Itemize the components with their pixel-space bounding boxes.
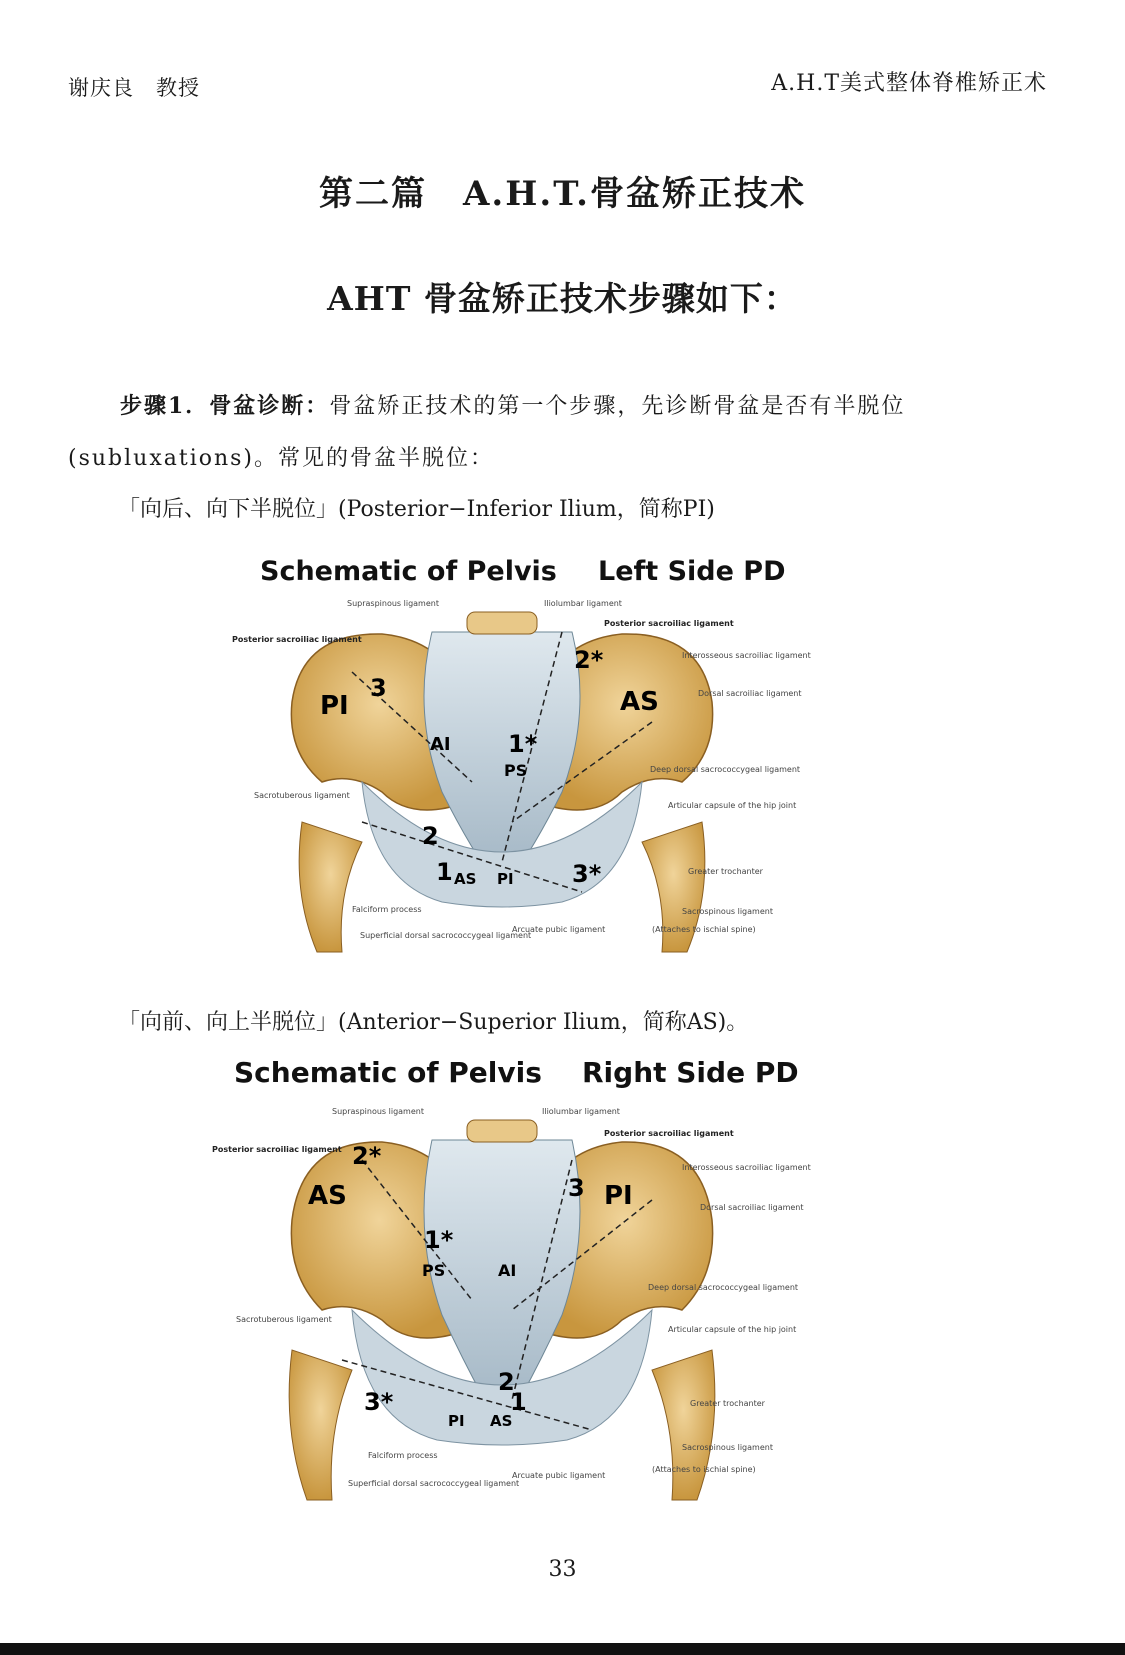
caption-as: 「向前、向上半脱位」(Anterior−Superior Ilium，简称AS)。: [118, 1010, 749, 1035]
fig1-label-ai: AI: [430, 734, 451, 755]
fig1-ann-dorsal: Dorsal sacroiliac ligament: [698, 689, 802, 698]
fig1-label-1star: 1*: [508, 730, 538, 758]
fig2-ann-supraspinous: Supraspinous ligament: [332, 1107, 424, 1116]
fig2-ann-sacrospinous: Sacrospinous ligament: [682, 1443, 773, 1452]
fig2-label-2: 2: [498, 1368, 515, 1396]
fig2-label-ps: PS: [422, 1261, 446, 1280]
fig1-label-2star: 2*: [574, 646, 604, 674]
step1-heading: 步骤1．骨盆诊断：: [120, 393, 330, 419]
vertebra: [467, 612, 537, 634]
fig1-ann-superficial: Superficial dorsal sacrococcygeal ligament: [360, 931, 532, 940]
fig1-label-as-small: AS: [454, 870, 477, 888]
fig2-ann-interosseous: Interosseous sacroiliac ligament: [682, 1163, 811, 1172]
fig1-ann-iliolumbar: Iliolumbar ligament: [544, 599, 622, 608]
caption-pi: 「向后、向下半脱位」(Posterior−Inferior Ilium，简称PI): [118, 497, 715, 522]
fig2-ann-posterior-right: Posterior sacroiliac ligament: [604, 1129, 734, 1138]
figure1-title-right: Left Side PD: [598, 556, 786, 587]
fig2-label-pi-small: PI: [448, 1412, 465, 1430]
fig2-label-as-small: AS: [490, 1412, 513, 1430]
fig2-ann-superficial: Superficial dorsal sacrococcygeal ligament: [348, 1479, 520, 1488]
fig1-ann-sacrospinous: Sacrospinous ligament: [682, 907, 773, 916]
fig2-ann-iliolumbar: Iliolumbar ligament: [542, 1107, 620, 1116]
header-author: 谢庆良 教授: [68, 76, 200, 100]
fig1-ann-sacrotuberous: Sacrotuberous ligament: [254, 791, 350, 800]
chapter-title: 第二篇 A.H.T.骨盆矫正技术: [319, 174, 806, 214]
figure2-title-right: Right Side PD: [582, 1056, 799, 1089]
page-number: 33: [548, 1557, 577, 1582]
figure-right-side-pd: [212, 1056, 822, 1521]
fig1-ann-articular: Articular capsule of the hip joint: [668, 801, 797, 810]
step1-body: 骨盆矫正技术的第一个步骤，先诊断骨盆是否有半脱位(subluxations)。常见的骨盆半脱位：: [68, 394, 906, 471]
scan-edge-bar: [0, 1643, 1125, 1655]
fig1-ann-falciform: Falciform process: [352, 905, 422, 914]
fig1-ann-supraspinous: Supraspinous ligament: [347, 599, 439, 608]
fig1-label-as: AS: [620, 687, 659, 717]
fig2-label-3: 3: [568, 1174, 585, 1202]
fig1-ann-posterior-right: Posterior sacroiliac ligament: [604, 619, 734, 628]
fig2-label-ai: AI: [498, 1261, 517, 1280]
left-femur: [299, 822, 362, 952]
fig1-ann-posterior-left: Posterior sacroiliac ligament: [232, 635, 362, 644]
pelvis-diagram-1: [232, 592, 822, 972]
fig2-label-pi: PI: [604, 1181, 633, 1211]
fig1-label-3star: 3*: [572, 860, 602, 888]
fig2-ann-attaches: (Attaches to ischial spine): [652, 1465, 756, 1474]
fig2-label-as: AS: [308, 1181, 347, 1211]
header-book-title: A.H.T美式整体脊椎矫正术: [771, 71, 1047, 96]
fig2-ann-dorsal: Dorsal sacroiliac ligament: [700, 1203, 804, 1212]
fig2-label-2star: 2*: [352, 1142, 382, 1170]
fig1-ann-attaches: (Attaches to ischial spine): [652, 925, 756, 934]
fig1-ann-deep-dorsal: Deep dorsal sacrococcygeal ligament: [650, 765, 801, 774]
fig1-label-pi-small: PI: [497, 870, 514, 888]
fig1-ann-arcuate: Arcuate pubic ligament: [512, 925, 606, 934]
right-femur: [652, 1350, 715, 1500]
fig2-ann-posterior-left: Posterior sacroiliac ligament: [212, 1145, 342, 1154]
fig1-label-2: 2: [422, 822, 439, 850]
left-femur: [289, 1350, 352, 1500]
fig2-ann-deep-dorsal: Deep dorsal sacrococcygeal ligament: [648, 1283, 799, 1292]
fig2-label-3star: 3*: [364, 1388, 394, 1416]
step1-paragraph: [68, 380, 1058, 485]
fig2-ann-sacrotuberous: Sacrotuberous ligament: [236, 1315, 332, 1324]
fig2-ann-articular: Articular capsule of the hip joint: [668, 1325, 797, 1334]
section-title: AHT 骨盆矫正技术步骤如下：: [327, 279, 798, 318]
pelvis-diagram-2: [212, 1100, 822, 1520]
fig1-label-pi: PI: [320, 691, 349, 721]
figure2-title-left: Schematic of Pelvis: [234, 1056, 542, 1089]
fig1-ann-greater-trochanter: Greater trochanter: [688, 867, 763, 876]
fig2-label-1: 1: [510, 1388, 527, 1416]
fig2-ann-falciform: Falciform process: [368, 1451, 438, 1460]
figure1-title-left: Schematic of Pelvis: [260, 556, 557, 587]
fig1-label-1: 1: [436, 858, 453, 886]
fig2-ann-greater-trochanter: Greater trochanter: [690, 1399, 765, 1408]
vertebra: [467, 1120, 537, 1142]
fig2-ann-arcuate: Arcuate pubic ligament: [512, 1471, 606, 1480]
fig1-label-3: 3: [370, 674, 387, 702]
fig1-ann-interosseous: Interosseous sacroiliac ligament: [682, 651, 811, 660]
figure-left-side-pd: [232, 556, 822, 966]
fig1-label-ps: PS: [504, 761, 528, 780]
fig2-label-1star: 1*: [424, 1226, 454, 1254]
